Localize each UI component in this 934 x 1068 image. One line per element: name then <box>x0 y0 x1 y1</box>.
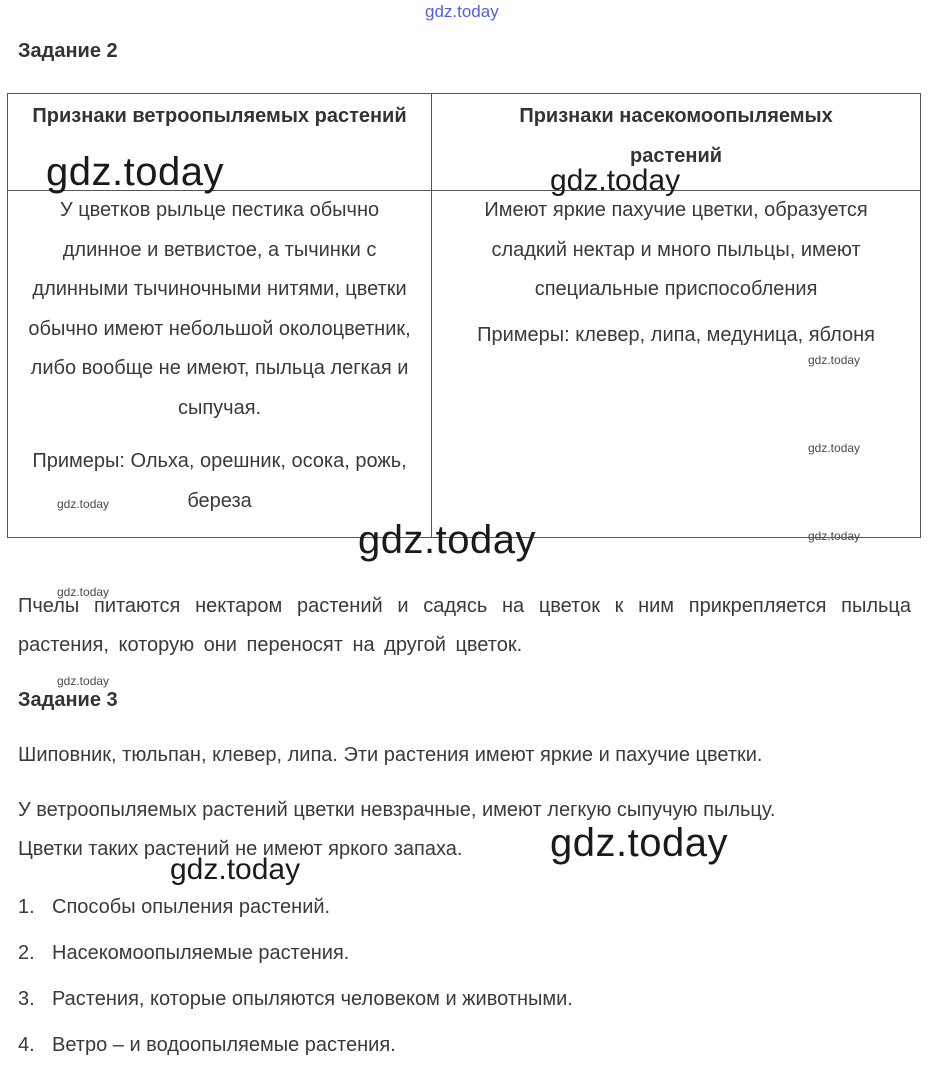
watermark-small: gdz.today <box>57 674 110 688</box>
list-item-number: 4. <box>18 1034 35 1056</box>
list-item <box>18 930 573 976</box>
watermark-small: gdz.today <box>808 529 861 543</box>
list-item-number: 2. <box>18 942 35 964</box>
col1-header: Признаки ветроопыляемых растений <box>8 94 432 191</box>
watermark-small: gdz.today <box>57 497 110 511</box>
list-item-text: Насекомоопыляемые растения. <box>52 942 350 964</box>
col2-examples: Примеры: клевер, липа, медуница, яблоня <box>477 323 875 346</box>
topics-list <box>18 884 573 1068</box>
task2-heading: Задание 2 <box>18 40 118 62</box>
col2-header: Признаки насекомоопыляемых растений <box>432 94 921 191</box>
col1-cell <box>8 191 432 538</box>
list-item <box>18 976 573 1022</box>
list-item <box>18 1022 573 1068</box>
watermark-mid: gdz.today <box>550 164 681 197</box>
watermark-mid: gdz.today <box>170 853 301 886</box>
watermark-small: gdz.today <box>57 585 110 599</box>
col2-text: Имеют яркие пахучие цветки, образуется сладкий нектар и много пыльцы, имеют специальные приспособления <box>484 199 868 300</box>
task3-paragraph2-line1: У ветроопыляемых растений цветки невзрачные, имеют легкую сыпучую пыльцу. <box>18 799 776 821</box>
list-item-text: Ветро – и водоопыляемые растения. <box>52 1034 396 1056</box>
list-item-number: 3. <box>18 988 35 1010</box>
watermark-top: gdz.today <box>425 2 499 21</box>
task3-paragraph2-line2: Цветки таких растений не имеют яркого запаха. <box>18 838 463 860</box>
col1-examples: Примеры: Ольха, орешник, осока, рожь, береза <box>32 450 407 512</box>
task3-paragraph1: Шиповник, тюльпан, клевер, липа. Эти растения имеют яркие и пахучие цветки. <box>18 744 763 766</box>
watermark-big: gdz.today <box>46 150 224 194</box>
task2-paragraph: Пчелы питаются нектаром растений и садясь на цветок к ним прикрепляется пыльца растения, которую они переносят на другой цветок. <box>18 595 911 656</box>
list-item-text: Способы опыления растений. <box>52 896 331 918</box>
watermark-small: gdz.today <box>808 441 861 455</box>
list-item-text: Растения, которые опыляются человеком и животными. <box>52 988 573 1010</box>
watermark-big: gdz.today <box>550 821 728 865</box>
watermark-small: gdz.today <box>808 353 861 367</box>
list-item <box>18 884 573 930</box>
col1-text: У цветков рыльце пестика обычно длинное и ветвистое, а тычинки с длинными тычиночными нитями, цветки обычно имеют небольшой околоцветник, либо вообще не имеют, пыльца легкая и сыпучая. <box>28 199 411 419</box>
task3-heading: Задание 3 <box>18 689 118 711</box>
watermark-big: gdz.today <box>358 518 536 562</box>
table-body-row <box>8 191 921 538</box>
list-item-number: 1. <box>18 896 35 918</box>
